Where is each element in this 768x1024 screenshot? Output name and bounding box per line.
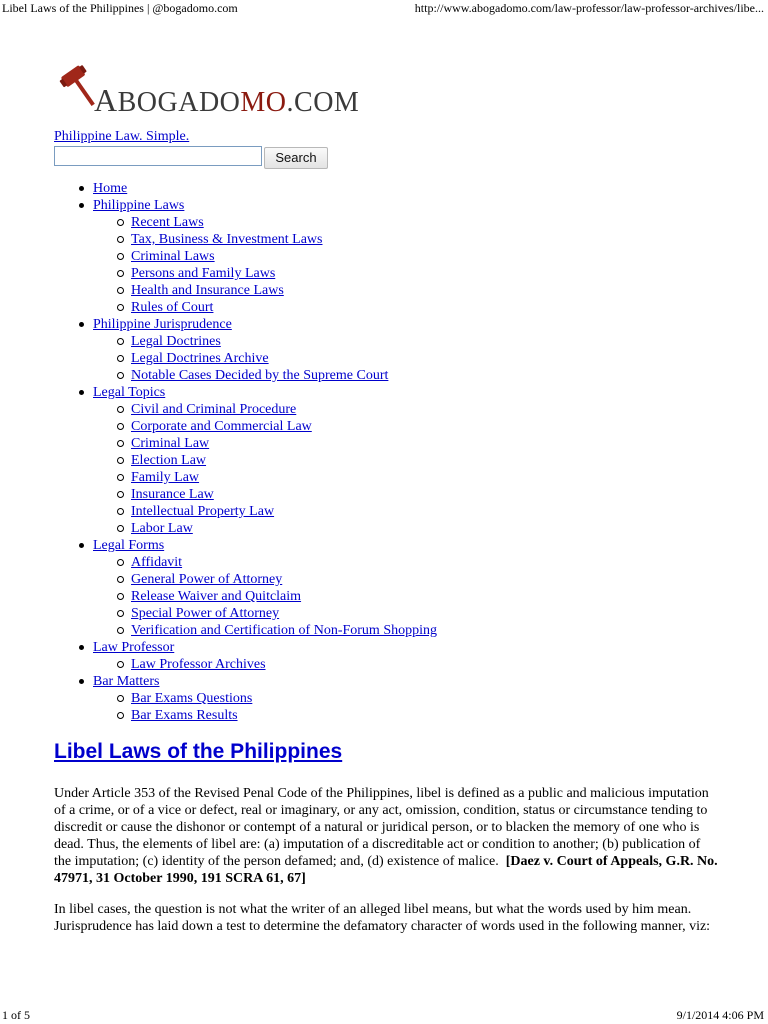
nav-sublink[interactable]: Criminal Laws [131, 249, 215, 264]
bullet-disc-icon [79, 543, 84, 548]
nav-sublink[interactable]: Intellectual Property Law [131, 504, 275, 519]
paragraph-1-citation: [Daez v. Court of Appeals, G.R. No. 47971, 31 October 1990, 191 SCRA 61, 67] [54, 854, 718, 886]
nav-sublink[interactable]: Bar Exams Results [131, 708, 238, 723]
search-button[interactable]: Search [264, 147, 328, 169]
bullet-circle-icon [117, 372, 124, 379]
bullet-circle-icon [117, 474, 124, 481]
nav-sublink[interactable]: Special Power of Attorney [131, 606, 280, 621]
nav-subitem [0, 452, 700, 469]
bullet-circle-icon [117, 440, 124, 447]
bullet-circle-icon [117, 610, 124, 617]
bullet-circle-icon [117, 304, 124, 311]
bullet-circle-icon [117, 423, 124, 430]
nav-subitem [0, 622, 700, 639]
nav-sublink[interactable]: Law Professor Archives [131, 657, 266, 672]
search-input[interactable] [54, 146, 262, 166]
nav-link[interactable]: Philippine Jurisprudence [93, 317, 232, 332]
bullet-circle-icon [117, 270, 124, 277]
nav-sublink[interactable]: Labor Law [131, 521, 193, 536]
nav-subitem [0, 554, 700, 571]
nav-subitem [0, 690, 700, 707]
bullet-disc-icon [79, 322, 84, 327]
nav-subitem [0, 656, 700, 673]
bullet-circle-icon [117, 525, 124, 532]
nav-subitem [0, 350, 700, 367]
nav-subitem [0, 265, 700, 282]
nav-sublink[interactable]: Persons and Family Laws [131, 266, 276, 281]
nav-subitem [0, 214, 700, 231]
site-logo[interactable] [56, 62, 360, 118]
nav-sublink[interactable]: Civil and Criminal Procedure [131, 402, 297, 417]
nav-item [0, 384, 700, 401]
nav-link[interactable]: Legal Topics [93, 385, 166, 400]
print-page-url: http://www.abogadomo.com/law-professor/law-professor-archives/libe... [414, 1, 764, 15]
nav-subitem [0, 333, 700, 350]
nav-list [0, 180, 700, 724]
print-datetime: 9/1/2014 4:06 PM [676, 1008, 764, 1022]
nav-sublink[interactable]: Election Law [131, 453, 207, 468]
bullet-circle-icon [117, 355, 124, 362]
nav-subitem [0, 299, 700, 316]
nav-sublink[interactable]: Tax, Business & Investment Laws [131, 232, 323, 247]
paragraph-1-text: Under Article 353 of the Revised Penal Code of the Philippines, libel is defined as a public and malicious imputation of a crime, or of a vice or defect, real or imaginary, or any act, omission, condition, status or circumstance tending to discredit or cause the dishonor or contempt of a natural or juridical person, or to blacken the memory of one who is dead. Thus, the elements of libel are: (a) imputation of a discreditable act or condition to another; (b) publication of the imputation; (c) identity of the person defamed; and, (d) existence of malice. [54, 786, 709, 869]
article-paragraph-1 [54, 785, 719, 887]
nav-sublink[interactable]: Criminal Law [131, 436, 210, 451]
bullet-circle-icon [117, 593, 124, 600]
bullet-circle-icon [117, 219, 124, 226]
nav-item [0, 639, 700, 656]
bullet-circle-icon [117, 627, 124, 634]
nav-subitem [0, 469, 700, 486]
nav-subitem [0, 571, 700, 588]
bullet-circle-icon [117, 661, 124, 668]
bullet-circle-icon [117, 695, 124, 702]
nav-link[interactable]: Philippine Laws [93, 198, 185, 213]
nav-sublink[interactable]: Legal Doctrines Archive [131, 351, 269, 366]
article-paragraph-2: In libel cases, the question is not what the writer of an alleged libel means, but what the words used by him mean. Jurisprudence has laid down a test to determine the defamatory character of words used in the following manner, viz: [54, 902, 711, 934]
nav-sublink[interactable]: Corporate and Commercial Law [131, 419, 312, 434]
article-title[interactable]: Libel Laws of the Philippines [54, 740, 343, 763]
nav-sublink[interactable]: Notable Cases Decided by the Supreme Court [131, 368, 389, 383]
nav-subitem [0, 605, 700, 622]
bullet-circle-icon [117, 712, 124, 719]
print-footer [0, 1006, 768, 1024]
bullet-disc-icon [79, 645, 84, 650]
nav-subitem [0, 282, 700, 299]
bullet-circle-icon [117, 236, 124, 243]
nav-subitem [0, 367, 700, 384]
nav-item [0, 537, 700, 554]
bullet-circle-icon [117, 457, 124, 464]
nav-link[interactable]: Legal Forms [93, 538, 165, 553]
main-nav [0, 180, 700, 724]
bullet-circle-icon [117, 576, 124, 583]
nav-sublink[interactable]: General Power of Attorney [131, 572, 283, 587]
bullet-circle-icon [117, 338, 124, 345]
nav-subitem [0, 435, 700, 452]
nav-subitem [0, 486, 700, 503]
nav-subitem [0, 418, 700, 435]
nav-sublink[interactable]: Health and Insurance Laws [131, 283, 284, 298]
bullet-disc-icon [79, 679, 84, 684]
bullet-circle-icon [117, 491, 124, 498]
bullet-circle-icon [117, 508, 124, 515]
nav-sublink[interactable]: Family Law [131, 470, 200, 485]
nav-sublink[interactable]: Rules of Court [131, 300, 214, 315]
nav-sublink[interactable]: Legal Doctrines [131, 334, 221, 349]
nav-link[interactable]: Bar Matters [93, 674, 160, 689]
nav-sublink[interactable]: Affidavit [131, 555, 183, 570]
nav-link[interactable]: Home [93, 181, 128, 196]
bullet-circle-icon [117, 253, 124, 260]
nav-subitem [0, 520, 700, 537]
print-header [0, 0, 768, 16]
nav-subitem [0, 401, 700, 418]
bullet-circle-icon [117, 406, 124, 413]
nav-link[interactable]: Law Professor [93, 640, 175, 655]
logo-wordmark: ABOGADOMO.COM [94, 82, 360, 118]
nav-item [0, 673, 700, 690]
nav-item [0, 180, 700, 197]
nav-sublink[interactable]: Recent Laws [131, 215, 204, 230]
nav-sublink[interactable]: Verification and Certification of Non-Forum Shopping [131, 623, 437, 638]
nav-subitem [0, 707, 700, 724]
nav-item [0, 316, 700, 333]
nav-sublink[interactable]: Insurance Law [131, 487, 214, 502]
nav-sublink[interactable]: Bar Exams Questions [131, 691, 253, 706]
bullet-circle-icon [117, 287, 124, 294]
print-page-title: Libel Laws of the Philippines | @bogadomo.com [2, 1, 238, 15]
nav-sublink[interactable]: Release Waiver and Quitclaim [131, 589, 302, 604]
bullet-disc-icon [79, 203, 84, 208]
bullet-disc-icon [79, 186, 84, 191]
bullet-disc-icon [79, 390, 84, 395]
tagline-link[interactable]: Philippine Law. Simple. [54, 129, 190, 144]
nav-item [0, 197, 700, 214]
nav-subitem [0, 231, 700, 248]
nav-subitem [0, 248, 700, 265]
nav-subitem [0, 588, 700, 605]
nav-subitem [0, 503, 700, 520]
bullet-circle-icon [117, 559, 124, 566]
print-page-number: 1 of 5 [2, 1008, 30, 1022]
